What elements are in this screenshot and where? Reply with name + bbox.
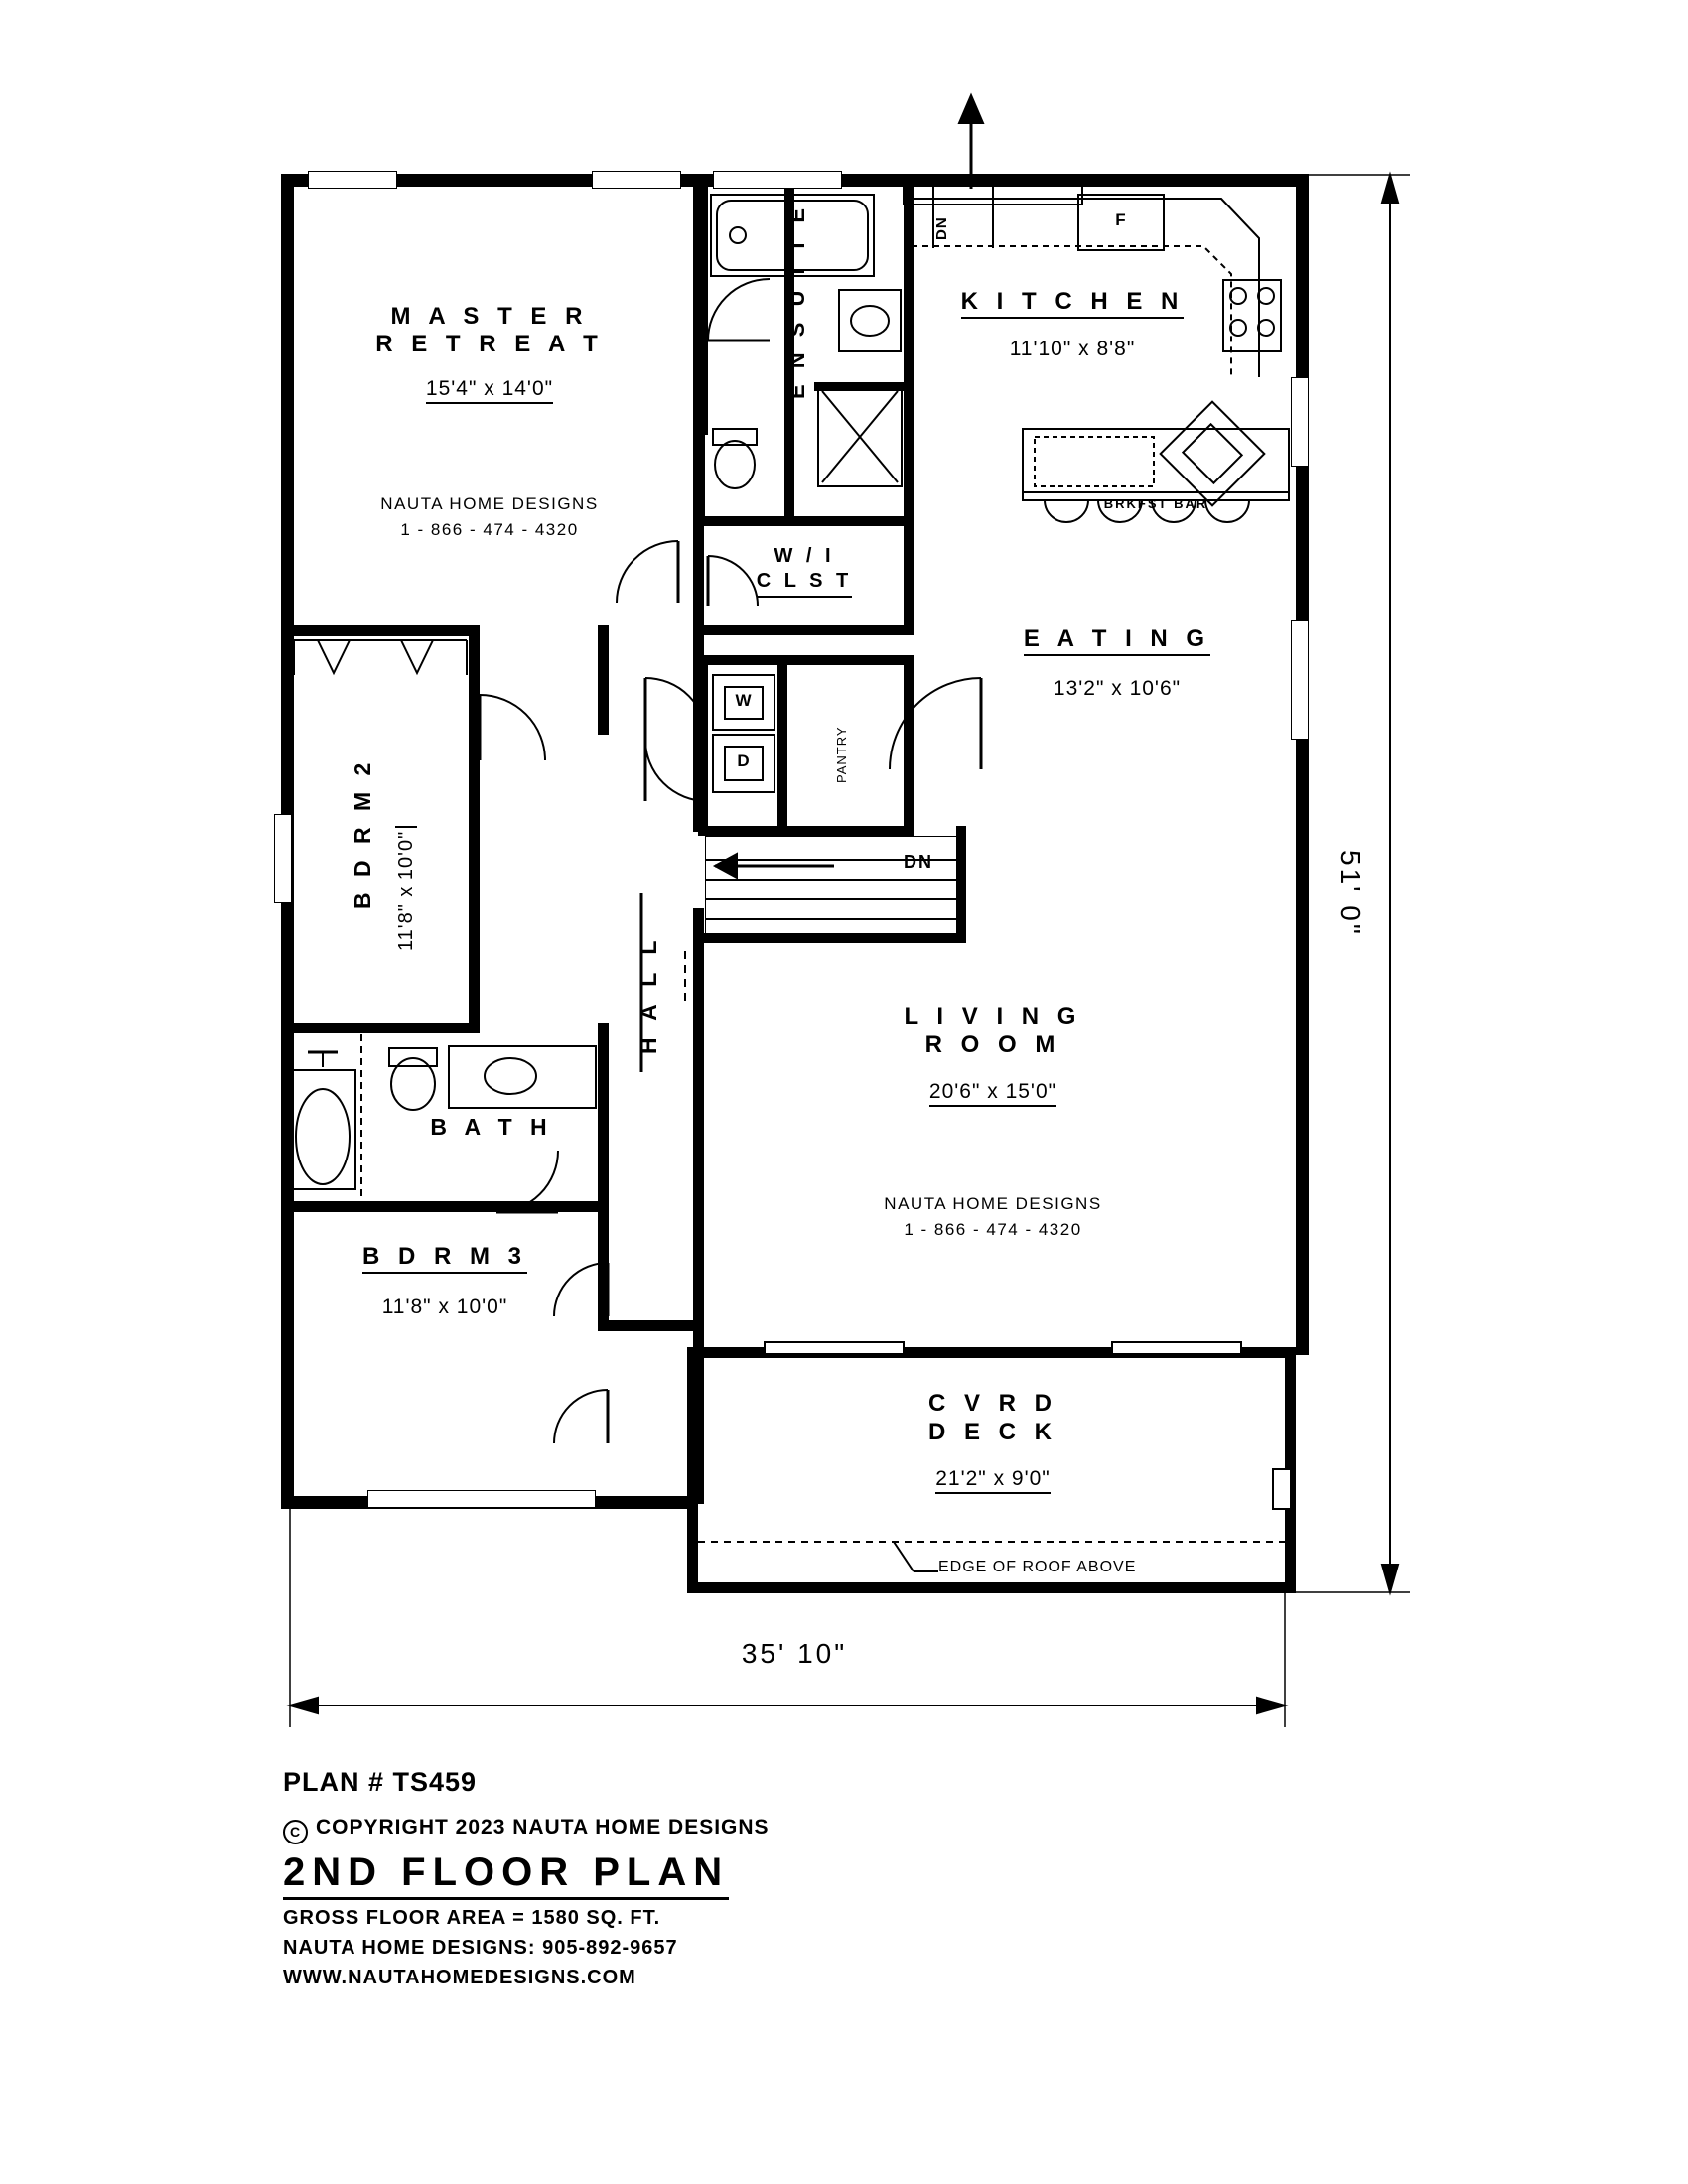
brand-living-line2: 1 - 866 - 474 - 4320 [904, 1219, 1082, 1239]
room-label-bath [367, 1114, 616, 1140]
room-dim-living-text: 20'6" x 15'0" [929, 1080, 1056, 1107]
dimension-overall-height [1335, 794, 1366, 993]
room-dim-bdrm3-text: 11'8" x 10'0" [381, 1296, 508, 1318]
room-label-wic-line1: W / I [774, 545, 835, 567]
label-dn-lower-text: DN [904, 852, 933, 872]
label-fridge [1078, 210, 1164, 230]
title-block [283, 1767, 1177, 1989]
room-dim-bdrm3 [281, 1296, 609, 1319]
dimension-overall-height-text: 51' 0" [1336, 850, 1366, 937]
room-label-ensuite [784, 204, 818, 399]
plan-number: PLAN # TS459 [283, 1767, 478, 1797]
room-label-living-line2: R O O M [924, 1030, 1061, 1058]
label-edge-of-roof [938, 1559, 1256, 1576]
label-dryer [725, 751, 763, 771]
label-dn-upper-text: DN [933, 216, 950, 240]
room-dim-master [281, 377, 698, 401]
brand-block-master [281, 491, 698, 542]
room-label-master-line2: R E T R E A T [375, 330, 604, 357]
room-label-living-line1: L I V I N G [904, 1003, 1082, 1029]
room-label-wic [695, 544, 914, 598]
room-label-ensuite-text: E N S U I T E [784, 204, 809, 400]
dimension-overall-width-text: 35' 10" [741, 1638, 848, 1669]
label-washer [725, 691, 763, 711]
room-label-master-line1: M A S T E R [390, 303, 589, 330]
label-fridge-text: F [1115, 210, 1127, 229]
room-label-bdrm2-text: B D R M 2 [350, 757, 375, 910]
floor-plan-title: 2ND FLOOR PLAN [283, 1850, 729, 1900]
label-dn-upper [933, 199, 950, 258]
room-label-deck-line1: C V R D [927, 1390, 1057, 1417]
brand-block-living [784, 1191, 1201, 1242]
room-label-bdrm3 [281, 1243, 609, 1271]
room-dim-eating [953, 677, 1281, 701]
room-label-deck-line2: D E C K [927, 1418, 1057, 1445]
room-dim-deck [745, 1467, 1241, 1491]
room-label-hall-text: H A L L [635, 934, 661, 1055]
company-phone: NAUTA HOME DESIGNS: 905-892-9657 [283, 1937, 678, 1959]
room-label-bdrm2 [350, 685, 375, 983]
room-dim-bdrm2 [395, 784, 418, 993]
room-label-kitchen-text: K I T C H E N [961, 288, 1185, 319]
room-dim-deck-text: 21'2" x 9'0" [935, 1467, 1051, 1494]
room-label-eating-text: E A T I N G [1024, 625, 1210, 656]
gross-floor-area: GROSS FLOOR AREA = 1580 SQ. FT. [283, 1907, 661, 1929]
label-dn-lower [874, 852, 963, 873]
company-website: WWW.NAUTAHOMEDESIGNS.COM [283, 1967, 636, 1988]
room-dim-kitchen [909, 338, 1236, 361]
room-label-bdrm3-text: B D R M 3 [362, 1243, 527, 1274]
brand-master-line2: 1 - 866 - 474 - 4320 [400, 519, 579, 539]
label-edge-of-roof-text: EDGE OF ROOF ABOVE [938, 1559, 1137, 1575]
room-label-wic-line2: C L S T [757, 569, 853, 598]
brand-master-line1: NAUTA HOME DESIGNS [380, 494, 599, 513]
room-label-kitchen [909, 288, 1236, 316]
room-label-bath-text: B A T H [430, 1114, 553, 1140]
room-label-living [784, 1003, 1201, 1060]
room-dim-bdrm2-text: 11'8" x 10'0" [395, 826, 417, 950]
copyright-text: COPYRIGHT 2023 NAUTA HOME DESIGNS [316, 1816, 770, 1839]
label-brkfst-bar-text: BRKFST BAR [1103, 496, 1208, 511]
room-dim-living [784, 1080, 1201, 1104]
label-washer-text: W [735, 691, 753, 710]
room-dim-eating-text: 13'2" x 10'6" [1053, 677, 1182, 700]
copyright-icon: C [283, 1820, 308, 1844]
label-pantry-text: PANTRY [834, 726, 849, 783]
brand-living-line1: NAUTA HOME DESIGNS [884, 1194, 1102, 1213]
room-label-hall [635, 905, 661, 1084]
room-dim-master-text: 15'4" x 14'0" [426, 377, 553, 404]
dimension-overall-width [596, 1638, 993, 1670]
label-pantry [834, 695, 849, 814]
room-label-master [281, 303, 698, 357]
label-dryer-text: D [737, 751, 751, 770]
copyright-line [283, 1816, 1177, 1844]
label-brkfst-bar [1023, 496, 1289, 511]
room-label-eating [953, 625, 1281, 653]
room-dim-kitchen-text: 11'10" x 8'8" [1009, 338, 1136, 360]
room-label-deck [745, 1390, 1241, 1447]
